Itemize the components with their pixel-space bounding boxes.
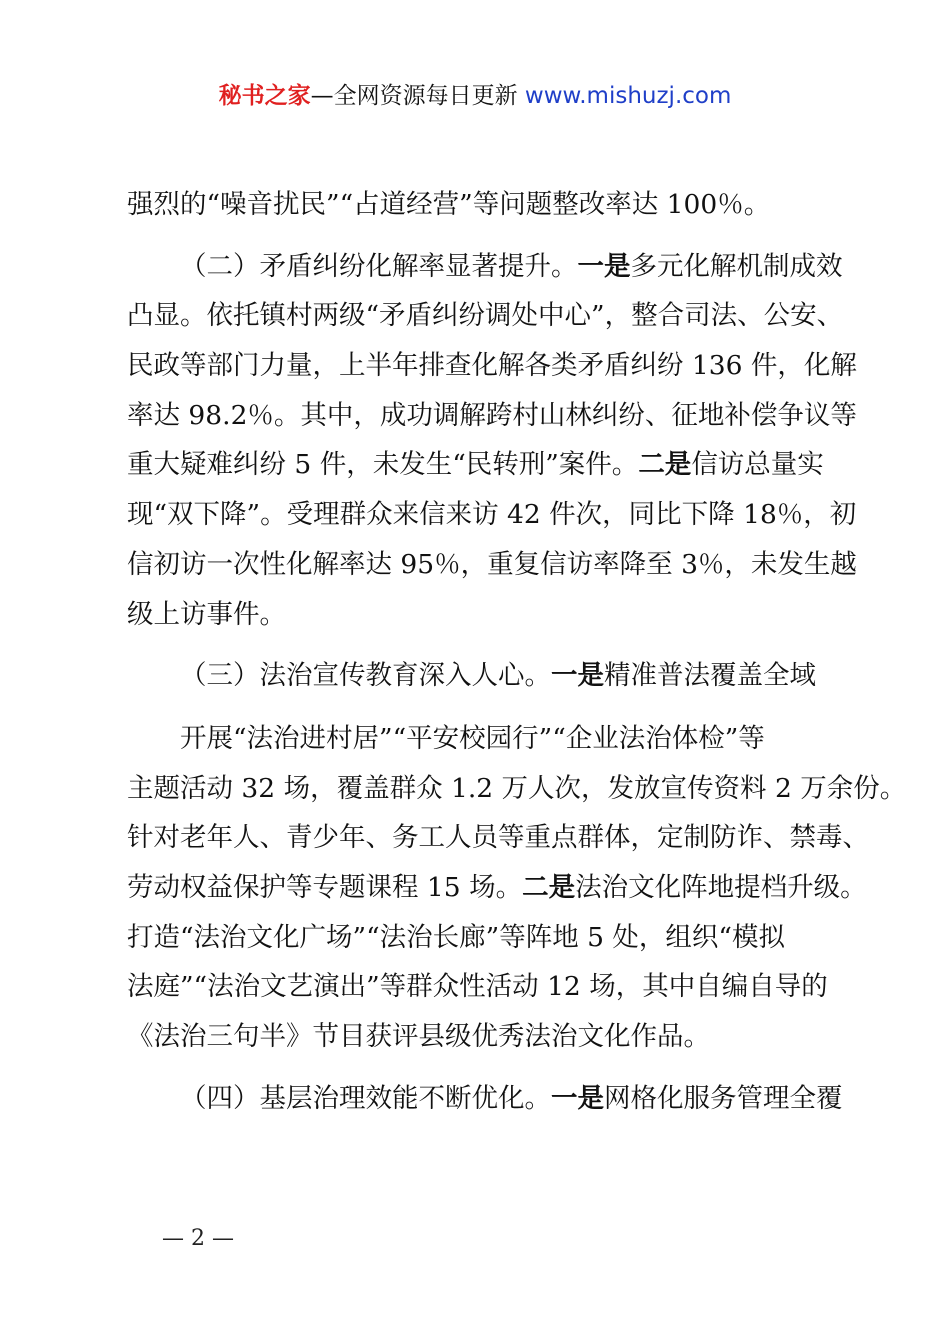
text-span: 重大疑难纠纷 5 件，未发生“民转刑”案件。 <box>127 449 639 481</box>
text-span: 劳动权益保护等专题课程 15 场。 <box>127 871 523 903</box>
section-4-heading-line <box>127 1074 843 1124</box>
text-line: 强烈的“噪音扰民”“占道经营”等问题整改率达 100％。 <box>127 189 771 220</box>
site-header <box>0 78 950 114</box>
text-line: 《法治三句半》节目获评县级优秀法治文化作品。 <box>127 1021 710 1052</box>
text-line: 打造“法治文化广场”“法治长廊”等阵地 5 处，组织“模拟 <box>127 921 785 953</box>
text-line: 凸显。依托镇村两级“矛盾纠纷调处中心”，整合司法、公安、 <box>127 300 844 332</box>
text-span: 网格化服务管理全覆 <box>604 1082 843 1114</box>
section-3-heading-line <box>127 651 837 701</box>
text-line <box>127 863 867 913</box>
text-line <box>127 440 837 490</box>
bold-marker: 二是 <box>638 449 692 481</box>
text-span: 法治文化阵地提档升级。 <box>575 871 867 903</box>
text-line: 主题活动 32 场，覆盖群众 1.2 万人次，发放宣传资料 2 万余份。 <box>127 772 907 804</box>
text-line: 级上访事件。 <box>127 598 286 630</box>
text-span: 信访总量实 <box>691 449 824 481</box>
section-heading: （四）基层治理效能不断优化。 <box>180 1082 551 1114</box>
site-url-link[interactable]: www.mishuzj.com <box>517 83 732 109</box>
text-line: 针对老年人、青少年、务工人员等重点群体，定制防诈、禁毒、 <box>127 822 869 854</box>
text-span: 多元化解机制成效 <box>630 250 843 282</box>
text-line: 信初访一次性化解率达 95％，重复信访率降至 3％，未发生越 <box>127 548 857 580</box>
document-body <box>127 180 907 1123</box>
text-line: 法庭”“法治文艺演出”等群众性活动 12 场，其中自编自导的 <box>127 971 828 1003</box>
section-heading: （三）法治宣传教育深入人心。 <box>180 660 551 692</box>
site-slogan: —全网资源每日更新 <box>310 83 518 109</box>
text-line: 现“双下降”。受理群众来信来访 42 件次，同比下降 18％，初 <box>127 499 857 531</box>
text-line: 率达 98.2％。其中，成功调解跨村山林纠纷、征地补偿争议等 <box>127 399 857 431</box>
bold-marker: 一是 <box>577 250 631 282</box>
section-2-heading-line <box>127 242 843 292</box>
text-span: 精准普法覆盖全域 <box>604 660 816 692</box>
section-heading: （二）矛盾纠纷化解率显著提升。 <box>180 250 578 282</box>
bold-marker: 一是 <box>551 660 604 692</box>
page-number: — 2 — <box>162 1226 234 1251</box>
bold-marker: 一是 <box>551 1082 604 1114</box>
bold-marker: 二是 <box>522 871 576 903</box>
text-line: 民政等部门力量，上半年排查化解各类矛盾纠纷 136 件，化解 <box>127 350 857 382</box>
text-line: 开展“法治进村居”“平安校园行”“企业法治体检”等 <box>180 722 765 754</box>
site-brand: 秘书之家 <box>218 83 311 109</box>
